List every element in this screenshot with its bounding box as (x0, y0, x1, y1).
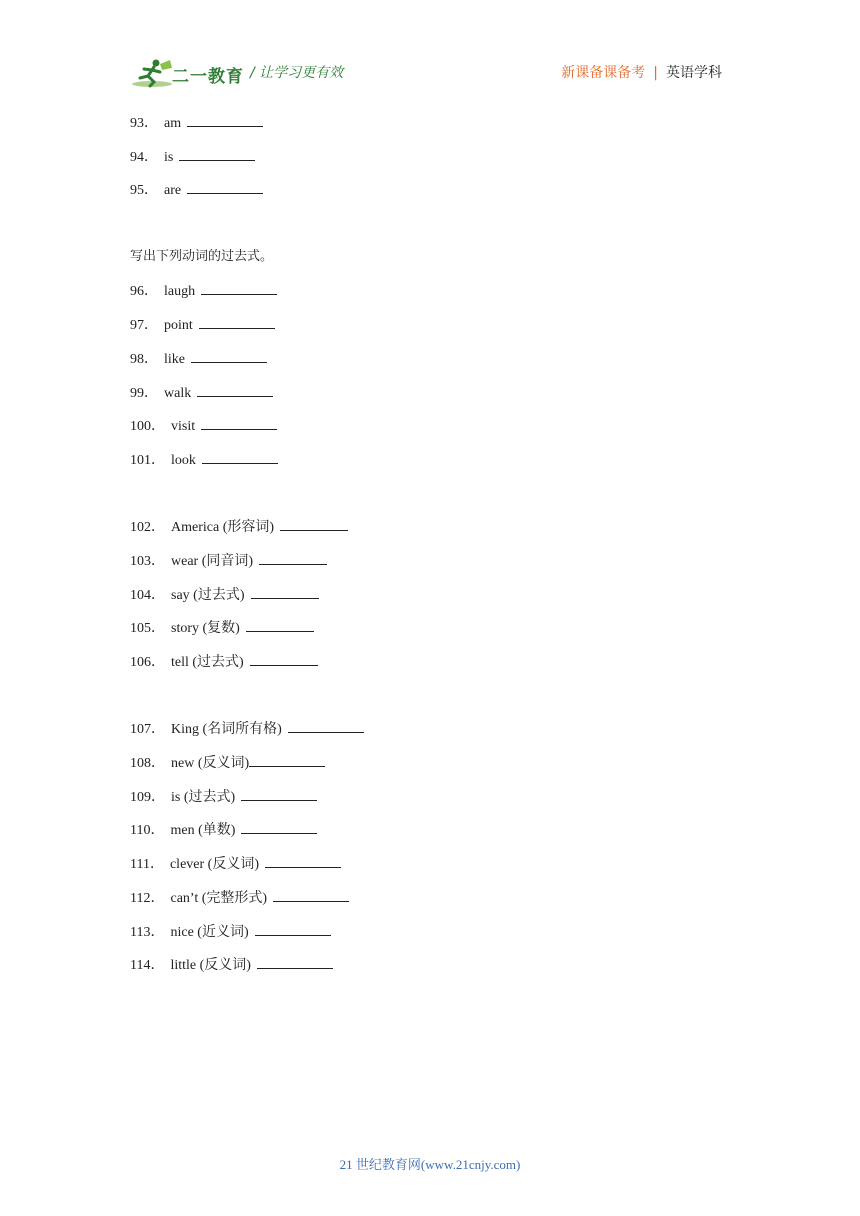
answer-blank[interactable] (241, 786, 317, 801)
question-109: 109． is (过去式) (130, 786, 730, 820)
question-104: 104． say (过去式) (130, 584, 730, 618)
answer-blank[interactable] (251, 584, 319, 599)
answer-blank[interactable] (241, 819, 317, 834)
question-112: 112． can’t (完整形式) (130, 887, 730, 921)
question-103: 103． wear (同音词) (130, 550, 730, 584)
answer-blank[interactable] (187, 112, 263, 127)
answer-blank[interactable] (288, 718, 364, 733)
answer-blank[interactable] (191, 348, 267, 363)
answer-blank[interactable] (199, 314, 275, 329)
answer-blank[interactable] (259, 550, 327, 565)
question-99: 99． walk (130, 382, 730, 416)
answer-blank[interactable] (250, 651, 318, 666)
answer-blank[interactable] (202, 449, 278, 464)
answer-blank[interactable] (249, 752, 325, 767)
answer-blank[interactable] (246, 617, 314, 632)
question-108: 108． new (反义词) (130, 752, 730, 786)
exercise-content (130, 112, 730, 988)
answer-blank[interactable] (179, 146, 255, 161)
answer-blank[interactable] (201, 415, 277, 430)
question-110: 110． men (单数) (130, 819, 730, 853)
brand-name: 二一教育 (172, 67, 244, 87)
page-footer: 21 世纪教育网(www.21cnjy.com) (339, 1157, 521, 1172)
answer-blank[interactable] (280, 516, 348, 531)
question-93: 93． am (130, 112, 730, 146)
question-101: 101． look (130, 449, 730, 483)
question-97: 97． point (130, 314, 730, 348)
course-label: 新课备课备考 (561, 65, 646, 81)
question-94: 94． is (130, 146, 730, 180)
question-98: 98． like (130, 348, 730, 382)
answer-blank[interactable] (265, 853, 341, 868)
answer-blank[interactable] (201, 280, 277, 295)
question-114: 114． little (反义词) (130, 954, 730, 988)
answer-blank[interactable] (197, 382, 273, 397)
brand-slogan: / 让学习更有效 (250, 65, 344, 81)
question-113: 113． nice (近义词) (130, 921, 730, 955)
header-right (561, 62, 722, 82)
question-102: 102． America (形容词) (130, 516, 730, 550)
question-111: 111． clever (反义词) (130, 853, 730, 887)
question-96: 96． laugh (130, 280, 730, 314)
answer-blank[interactable] (187, 179, 263, 194)
question-95: 95． are (130, 179, 730, 213)
question-106: 106． tell (过去式) (130, 651, 730, 685)
subject-label: 英语学科 (666, 65, 722, 81)
instruction-text: 写出下列动词的过去式。 (130, 248, 274, 264)
answer-blank[interactable] (273, 887, 349, 902)
question-107: 107． King (名词所有格) (130, 718, 730, 752)
header-separator: | (653, 65, 658, 81)
answer-blank[interactable] (255, 921, 331, 936)
page-header (0, 0, 860, 100)
question-105: 105． story (复数) (130, 617, 730, 651)
question-100: 100． visit (130, 415, 730, 449)
answer-blank[interactable] (257, 954, 333, 969)
